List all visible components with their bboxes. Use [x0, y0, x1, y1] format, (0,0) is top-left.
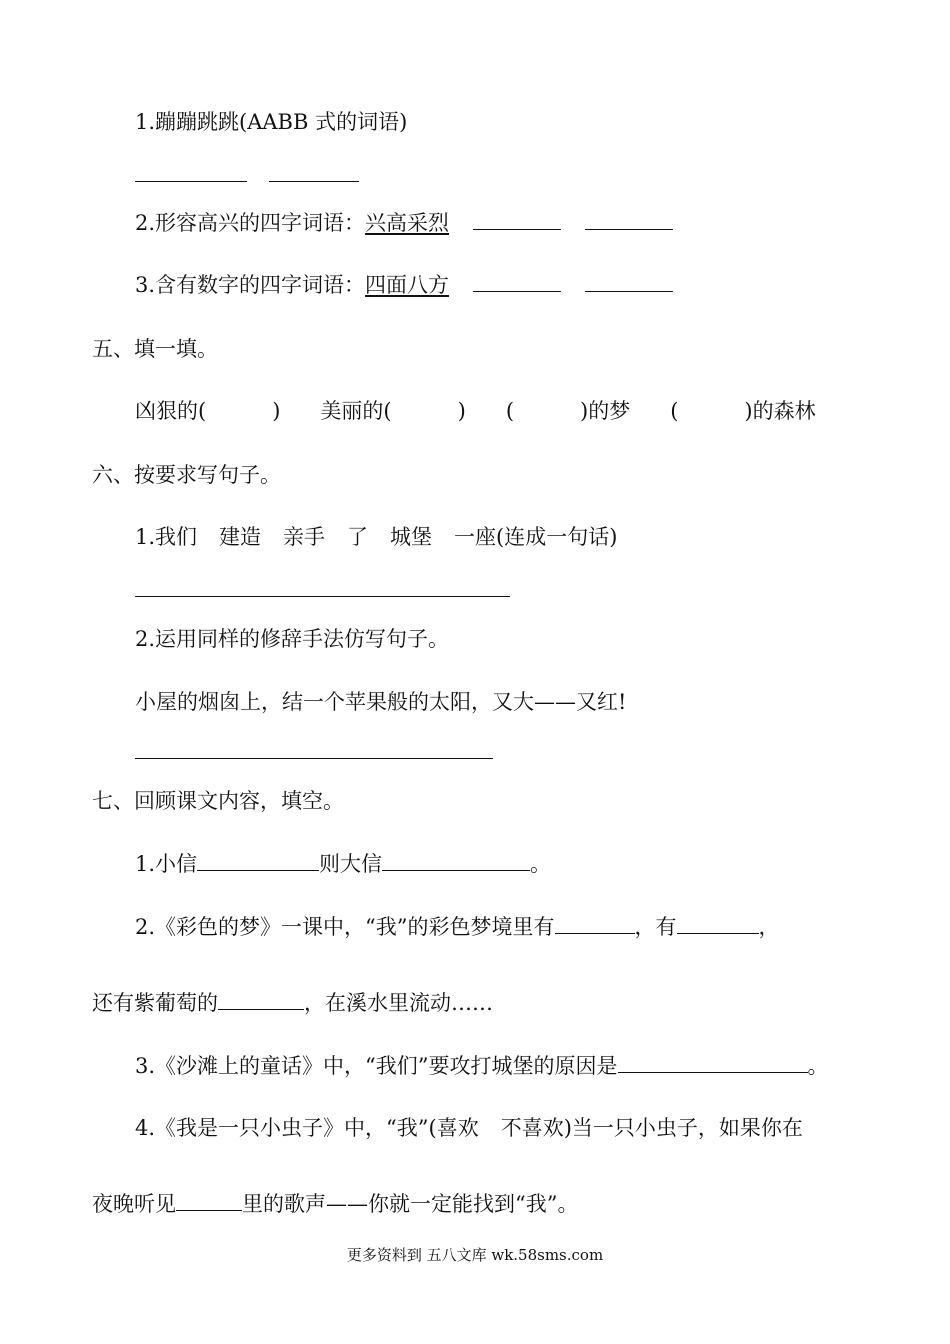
- s7-q3-text: 。: [807, 1054, 829, 1078]
- s7-q2-text: 还有紫葡萄的: [92, 991, 218, 1015]
- s7-q4-text: 夜晚听见: [92, 1192, 176, 1216]
- word-chip: 亲手: [283, 525, 326, 549]
- s5-fill-text: 美丽的(: [320, 399, 392, 423]
- answer-blank[interactable]: [176, 1190, 242, 1211]
- s7-q2-line1: [135, 912, 780, 942]
- s7-q2-text: ，: [758, 915, 780, 939]
- answer-line[interactable]: [135, 576, 510, 597]
- s7-q2-text: 2.《彩色的梦》一课中，“我”的彩色梦境里有: [135, 915, 555, 939]
- s7-q2-text: ，有: [634, 915, 677, 939]
- s6-q2: 2.运用同样的修辞手法仿写句子。: [135, 627, 450, 651]
- s7-q2-text: ，在溪水里流动……: [304, 991, 493, 1015]
- s7-q4-line2: [92, 1189, 578, 1219]
- s6-q2-example: 小屋的烟囱上，结一个苹果般的太阳，又大——又红!: [135, 690, 627, 714]
- s4-item3: [135, 270, 673, 300]
- answer-blank[interactable]: [677, 913, 759, 934]
- s4-item3-example: 四面八方: [365, 273, 450, 297]
- s7-q1: [135, 849, 551, 879]
- answer-blank[interactable]: [197, 850, 319, 871]
- s7-heading: 七、回顾课文内容，填空。: [92, 789, 344, 813]
- answer-blank[interactable]: [382, 850, 530, 871]
- word-chip: 了: [347, 525, 369, 549]
- s6-heading: 六、按要求写句子。: [92, 463, 281, 487]
- s6-q1: [135, 522, 617, 552]
- s4-item2-example: 兴高采烈: [365, 211, 450, 235]
- word-chip: 建造: [219, 525, 262, 549]
- s4-item1-blanks: [135, 160, 359, 190]
- s7-q4-text: 4.《我是一只小虫子》中，“我”(喜欢: [135, 1116, 479, 1140]
- word-chip: 城堡: [390, 525, 433, 549]
- s7-q2-line2: [92, 988, 493, 1018]
- answer-blank[interactable]: [135, 161, 247, 182]
- answer-blank[interactable]: [555, 913, 635, 934]
- answer-blank[interactable]: [618, 1052, 808, 1073]
- s7-q3: [135, 1051, 829, 1081]
- s5-fill-row: [135, 396, 816, 426]
- s6-q1-answer: [135, 575, 510, 605]
- s5-fill-text: )的森林: [744, 399, 816, 423]
- s7-q1-text: 。: [530, 852, 552, 876]
- s5-fill-text: 凶狠的(: [135, 399, 207, 423]
- answer-blank[interactable]: [585, 209, 673, 230]
- s4-item1: 1.蹦蹦跳跳(AABB 式的词语): [135, 110, 408, 134]
- answer-line[interactable]: [135, 738, 493, 759]
- s7-q3-text: 3.《沙滩上的童话》中，“我们”要攻打城堡的原因是: [135, 1054, 618, 1078]
- word-chip: 一座(连成一句话): [454, 525, 618, 549]
- s5-fill-text: ): [272, 399, 281, 423]
- s7-q4-text: 里的歌声——你就一定能找到“我”。: [242, 1192, 579, 1216]
- s5-fill-text: ): [457, 399, 466, 423]
- s4-item2-prefix: 2.形容高兴的四字词语：: [135, 211, 366, 235]
- s7-q4-text: 不喜欢)当一只小虫子，如果你在: [500, 1116, 803, 1140]
- answer-blank[interactable]: [218, 989, 304, 1010]
- s5-heading: 五、填一填。: [92, 337, 218, 361]
- s4-item2: [135, 208, 673, 238]
- footer-source: 更多资料到 五八文库 wk.58sms.com: [346, 1246, 604, 1264]
- s7-q1-text: 则大信: [319, 852, 383, 876]
- s5-fill-text: (: [505, 399, 515, 423]
- answer-blank[interactable]: [585, 271, 673, 292]
- answer-blank[interactable]: [269, 161, 359, 182]
- answer-blank[interactable]: [473, 209, 561, 230]
- s7-q4-line1: [135, 1113, 803, 1143]
- s7-q1-text: 1.小信: [135, 852, 198, 876]
- s5-fill-text: )的梦: [580, 399, 631, 423]
- s5-fill-text: (: [670, 399, 679, 423]
- word-chip: 1.我们: [135, 525, 198, 549]
- s4-item3-prefix: 3.含有数字的四字词语：: [135, 273, 366, 297]
- answer-blank[interactable]: [473, 271, 561, 292]
- s6-q2-answer: [135, 737, 493, 767]
